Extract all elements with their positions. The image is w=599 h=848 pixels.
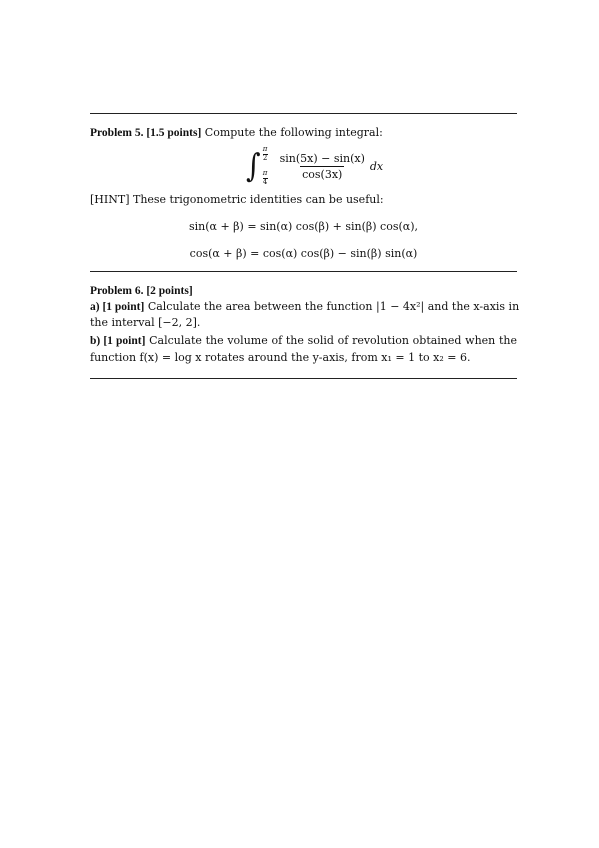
- middle-rule: [90, 271, 517, 272]
- part-b-line-2: function f(x) = log x rotates around the y-axis, from x₁ = 1 to x₂ = 6.: [90, 351, 471, 364]
- part-b-label: b) [1 point]: [90, 335, 146, 347]
- bottom-rule: [90, 378, 517, 379]
- part-a-label: a) [1 point]: [90, 301, 145, 313]
- identity-sin-sum: sin(α + β) = sin(α) cos(β) + sin(β) cos(α),: [189, 220, 418, 233]
- integral-expression: [246, 146, 383, 186]
- part-b-line-1: [90, 334, 517, 348]
- upper-limit: π 2: [262, 145, 268, 162]
- problem-5-text: Compute the following integral:: [204, 126, 383, 139]
- problem-5-heading: Problem 5. [1.5 points]: [90, 127, 202, 139]
- part-a-text: Calculate the area between the function |1 − 4x²| and the x-axis in: [147, 300, 520, 313]
- part-a-line-1: [90, 300, 520, 314]
- lower-limit: π 4: [262, 169, 268, 186]
- part-a-line-2: the interval [−2, 2].: [90, 316, 201, 329]
- integrand-denominator: cos(3x): [302, 167, 343, 181]
- integral-sign: ∫: [246, 146, 261, 185]
- part-b-text: Calculate the volume of the solid of revolution obtained when the: [149, 334, 517, 347]
- hint-text: [HINT] These trigonometric identities can be useful:: [90, 193, 384, 206]
- problem-6-heading: Problem 6. [2 points]: [90, 285, 193, 297]
- integrand-numerator: sin(5x) − sin(x): [279, 151, 365, 165]
- integral-limits: [263, 146, 275, 186]
- problem-5-statement: [90, 126, 517, 140]
- integrand-fraction: [278, 152, 367, 181]
- top-rule: [90, 113, 517, 114]
- identity-cos-sum: cos(α + β) = cos(α) cos(β) − sin(β) sin(α): [189, 247, 418, 260]
- differential: dx: [369, 159, 384, 173]
